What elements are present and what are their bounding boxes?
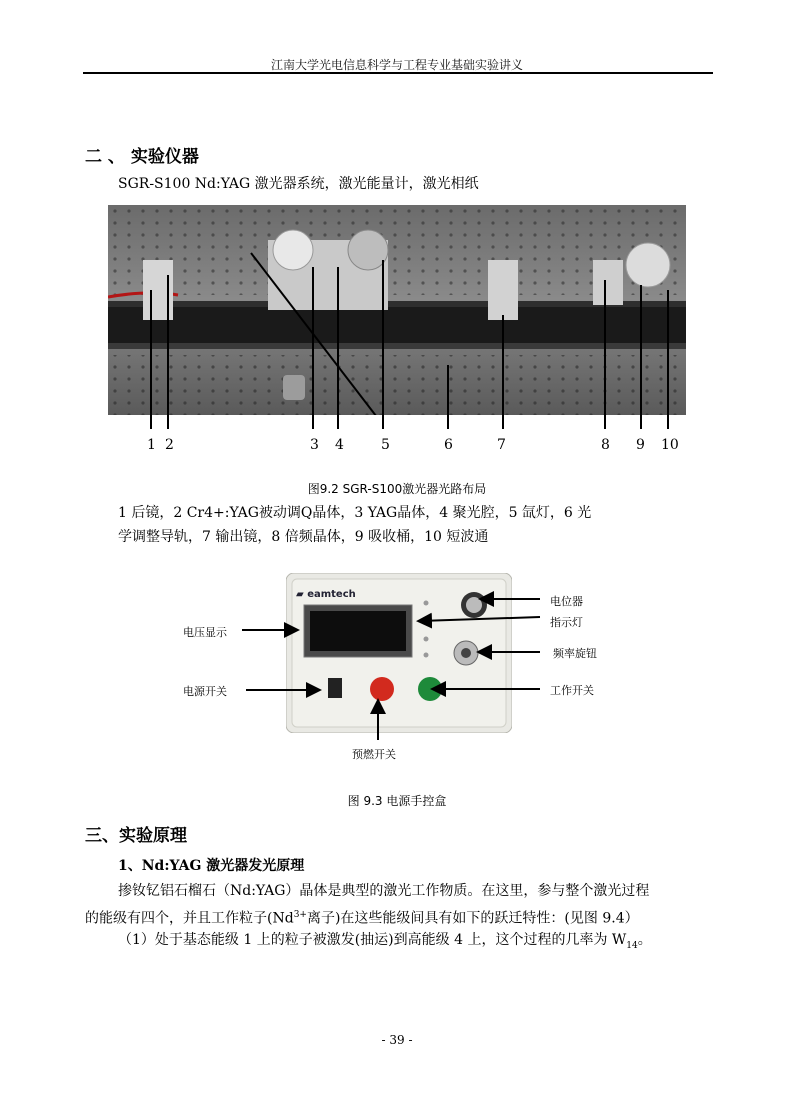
component-number-4: 4 [335,437,344,453]
label-frequency-knob: 频率旋钮 [553,647,597,660]
paragraph-2-end: 。 [637,932,652,948]
paragraph-1-line-2-end: 离子)在这些能级间具有如下的跃迁特性：(见图 9.4） [306,910,639,927]
figure-9-2-caption: 图9.2 SGR-S100激光器光路布局 [307,482,487,496]
label-voltage-display: 电压显示 [183,626,227,639]
subscript-14: 14 [626,940,638,951]
label-work-switch: 工作开关 [550,684,594,697]
paragraph-1-line-1: 掺钕钇铝石榴石（Nd:YAG）晶体是典型的激光工作物质。在这里，参与整个激光过程 [118,883,650,899]
superscript-3plus: 3+ [293,910,307,920]
instrument-list: SGR-S100 Nd:YAG 激光器系统，激光能量计，激光相纸 [118,176,479,192]
paragraph-2-text: （1）处于基态能级 1 上的粒子被激发(抽运)到高能级 4 上，这个过程的几率为 W [118,932,627,948]
component-number-8: 8 [601,437,610,453]
section-heading-principle: 三、实验原理 [85,826,187,846]
component-number-10: 10 [661,437,679,453]
component-number-5: 5 [381,437,390,453]
component-number-6: 6 [444,437,453,453]
component-number-1: 1 [147,437,156,453]
brand-mark-icon: ▰ [296,589,304,600]
component-number-3: 3 [310,437,319,453]
page-number: - 39 - [381,1033,413,1047]
label-preignite-switch: 预燃开关 [352,748,396,761]
label-power-switch: 电源开关 [183,685,227,698]
paragraph-1-line-2 [85,903,639,931]
figure-9-3-caption: 图 9.3 电源手控盒 [347,794,447,808]
label-indicator: 指示灯 [550,616,583,629]
figure-9-2-legend-line2: 学调整导轨，7 输出镜，8 倍频晶体，9 吸收桶，10 短波通 [118,529,489,545]
paragraph-1-line-2-start: 的能级有四个，并且工作粒子(Nd [85,910,294,927]
figure-9-2-legend-line1: 1 后镜，2 Cr4+:YAG被动调Q晶体，3 YAG晶体，4 聚光腔，5 氙灯，6 光 [118,505,592,521]
component-number-9: 9 [636,437,645,453]
label-potentiometer: 电位器 [550,595,583,608]
brand-name: eamtech [307,589,356,600]
component-number-2: 2 [165,437,174,453]
subheading-nd-yag-principle: 1、Nd:YAG 激光器发光原理 [118,858,305,874]
running-header: 江南大学光电信息科学与工程专业基础实验讲义 [270,58,523,72]
paragraph-2 [118,928,652,958]
component-number-7: 7 [497,437,506,453]
section-heading-instruments: 二 、 实验仪器 [85,147,199,167]
